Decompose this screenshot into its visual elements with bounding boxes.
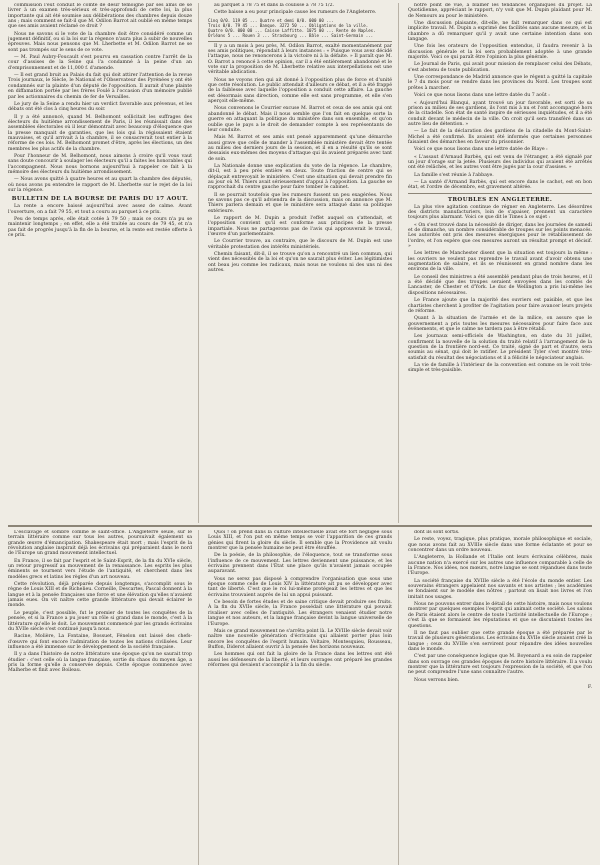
author-signature: F. (587, 684, 592, 690)
article-paragraph: Une correspondance de Madrid annonce que le régent a quitté la capitale le 7 du mois pour se rendre dans les provinces du Nord. Les troupes sont prêtes à marcher. (408, 75, 592, 91)
article-paragraph: Vous ne serez pas disposé à comprendre l'organisation que sous une époque comme celle de Louis XIV la littérature ait pu se développer avec tant de liberté. C'est que le roi lui-même protégeait les lettres et que les écrivains trouvaient auprès de lui un appui puissant. (208, 576, 392, 598)
article-paragraph: Il y a un mois à peu près, M. Odilon Barrot, exalté momentanément par ses amis politiques, répondait à leurs instances : « Puisque vous avez décidé l'attaque, nous ne renoncerons à la victoire ni à la défaite. » Il paraît que M. O. Barrot a renoncé à cette opinion, car il a été entièrement abandonné et le vote sur la proposition de M. Lherbette relative aux interpellations est une véritable abdication. (208, 43, 392, 76)
article-paragraph: Voici ce que nous lisons dans une lettre datée de Blaye : (414, 147, 548, 153)
article-paragraph: « On s'est trouvé dans la nécessité de diriger, dans les journées de samedi et de dimanche, un nombre considérable de troupes sur les points menacés. Les autorités ont pris des mesures énergiques pour le rétablissement de l'ordre, et l'on espère que ces mesures auront un résultat prompt et décisif. » (408, 222, 592, 250)
column-1 (8, 3, 199, 523)
article-paragraph: L'Angleterre, la Hollande et l'Italie ont leurs écrivains célèbres, mais aucune nation n'a exercé sur les autres une influence comparable à celle de la France. Nos idées, nos mœurs, notre langue se sont répandues dans toute l'Europe. (408, 555, 592, 577)
article-paragraph: Les lettres de Manchester disent que la situation est toujours la même : les ouvriers ne veulent pas reprendre le travail avant d'avoir obtenu une augmentation de salaire, et ils se réunissent en grand nombre dans les environs de la ville. (408, 251, 592, 273)
feuilleton-column-3 (408, 530, 592, 865)
article-paragraph: Le jury de la Seine a rendu hier un verdict favorable aux prévenus, et les débats ont été clos à cinq heures du soir. (8, 101, 192, 113)
article-paragraph: La vie de famille à l'intérieur de la convention est comme on le voit très-simple et très-paisible. (408, 362, 592, 374)
article-paragraph: Mais M. Barrot et ses amis ont pensé apparemment qu'une démarche aussi grave que celle de mander à l'assemblée ministère devait être tentée au milieu des derniers jours de la session, et il en a résulté qu'ils se sont dessaisis eux-mêmes des moyens d'attaque qui ils avaient préparés avec tant de soin. (208, 135, 392, 162)
article-paragraph: Pour l'honneur de M. Belhomont, nous aimons à croire qu'il vous vaut sans doute concourir à soulager les électeurs qu'il a faites les honorables qui l'accompagnent. Nous nous bornons aujourd'hui à rappeler ce fait à la mémoire des électeurs du huitième arrondissement. (8, 153, 192, 175)
article-paragraph: L'esclavage et sombre comme le saint-office. L'Angleterre seule, sur le terrain littéraire comme sur tous les autres, poursuivait également sa grande œuvre d'émancipation. Shakespeare était mort ; mais l'esprit de la révolution anglaise inspirait déjà les écrivains qui préparaient dans le nord de l'Europe un grand mouvement intellectuel. (8, 530, 192, 557)
article-paragraph: La plus vive agitation continue de régner en Angleterre. Les désordres des districts manufacturiers, loin de s'apaiser, prennent un caractère toujours plus alarmant. Voici ce que dit le Times à ce sujet : (408, 204, 592, 221)
section-heading: TROUBLES EN ANGLETERRE. (447, 196, 553, 203)
article-paragraph: Voici ce que nous lisons dans une lettre datée du 7 août : (414, 93, 550, 99)
article-paragraph: Le reste, voyez, tragique, plus pratique, morale philosophique et sociale, que nous avons fait au XVIIIe siècle dans une forme éclatante et pour se concentrer dans un ordre nouveau. (408, 537, 592, 554)
article-paragraph: Ce besoin de fortes études et de saine critique devait produire ses fruits. À la fin du XVIIe siècle, la France possédait une littérature qui pouvait rivaliser avec celles de l'antiquité. Les étrangers venaient étudier notre langue et nos auteurs, et la langue française devint la langue universelle de l'Europe. (208, 600, 392, 627)
article-paragraph: Le rapport de M. Dupin a produit l'effet auquel on s'attendait, et l'opposition convient qu'il est conforme aux principes de la presse impartiale. Nous ne partagerons pas de l'avis qui approuverait le travail, l'œuvre d'un parlementaire. (208, 216, 392, 238)
article-paragraph: Il se pourrait toutefois que les rumeurs fussent un peu exagérées. Nous ne savons pas ce qu'il adviendra de la discussion, mais on annonce que M. Thiers parlera demain et que le ministère sera attaqué dans sa politique extérieure. (208, 192, 392, 214)
stock-quotes (208, 18, 392, 38)
article-paragraph: — M. Paul Aubry-Foucault s'est pourvu en cassation contre l'arrêt de la cour d'assises de la Seine qui l'a condamné à la peine d'un an d'emprisonnement et de 11,000 f. d'amende. (8, 55, 192, 71)
column-2 (208, 3, 399, 523)
article-paragraph: Nous convenons le Courrier excuse M. Barrot et ceux de ses amis qui ont abandonné le débat. Mais il nous semble que l'on fait en quelque sorte la guerre en attaquant la politique du ministère dans son ensemble, et qu'on oublie que le pays a le droit de demander compte à ses représentants de leur conduite. (208, 106, 392, 133)
article-paragraph: Quant à la situation de l'armée et de la milice, on assure que le gouvernement a pris toutes les mesures nécessaires pour faire face aux événements, et que le calme ne tardera pas à être rétabli. (408, 316, 592, 332)
article-paragraph: — Le fait de la déclaration des gardiens de la citadelle du Mont-Saint-Michel a été confirmé. Ils avaient été informés que certaines personnes faisaient des démarches en faveur du prisonnier. (408, 129, 592, 145)
article-paragraph: Une fois les orateurs de l'opposition entendus, il faudra revenir à la discussion générale et la loi sera probablement adoptée à une grande majorité. Voici ce qui paraît être l'opinion la plus générale. (408, 44, 592, 61)
column-3 (408, 3, 592, 523)
article-paragraph: La Nationale donne une explication du vote de la régence. Le chambre, dit-il, est à peu près entière en deux. Toute fraction de centre qui se déplaçait entrevoyait le ministère. C'est une situation qui devait prendre fin au jour où M. Thiers avait sérieusement d'appui à l'opposition. La gauche se rapprochait du centre gauche pour faire tomber le cabinet. (208, 163, 392, 191)
article-paragraph: Nous ne voyons rien qui ait donné à l'opposition plus de force et d'unité que cette résolution. Le public attendait d'ailleurs ce débat, et il a été frappé de la faiblesse avec laquelle l'opposition a conduit cette affaire. La gauche est désormais sans direction, comme elle est sans programme, et elle s'en aperçoit elle-même. (208, 77, 392, 105)
quote-line: Trois 0/0. 79 45 ... Banque. 3272 50 ... Obligations de la ville. (208, 22, 369, 28)
article-paragraph: Les journaux semi-officiels de Washington, en date du 31 juillet, confirment la nouvelle de la solution du traité relatif à l'arrangement de la question de la frontière nord-est. Ce traité, signé de part et d'autre, sera soumis au sénat, qui doit le ratifier. Le président Tyler s'est montré très-satisfait du résultat des négociations et il a félicité le négociateur anglais. (408, 334, 592, 361)
bourse-heading: BULLETIN DE LA BOURSE DE PARIS DU 17 AOUT. (11, 196, 189, 203)
article-paragraph: La famille s'est réunie à l'abbaye. (414, 172, 494, 178)
article-paragraph: Le Courrier trouve, au contraire, que le discours de M. Dupin est une véritable protestation des intérêts ministériels. (208, 239, 392, 250)
article-paragraph: Chemin faisant, dit-il, il se trouve qu'on a rencontré un lien commun, qui vient des nécessités de la loi et qu'on ne saurait plus éviter. Les légitimistes ont beau jeu comme les radicaux, mais nous ne voulons ni des uns ni des autres. (208, 252, 392, 274)
article-paragraph: « Aujourd'hui Blanqui, ayant trouvé un jour favorable, est sorti de sa prison au milieu de ses gardiens, ils l'ont mis à nu et l'ont accompagné hors de la citadelle. Son état de santé inspire de sérieuses inquiétudes, et il a été conduit devant le médecin de la ville. On croit qu'il sera transféré dans un autre lieu de détention. » (408, 100, 592, 127)
article-paragraph: Cette baisse a eu pour principale cause les rumeurs de l'Angleterre. (214, 10, 377, 16)
article-paragraph: De la poésie, de la philosophie, de l'éloquence, tout se transforme sous l'influence de ce mouvement. Les lettres deviennent une puissance, et les écrivains prennent dans l'État une place qu'ils n'avaient jamais occupée auparavant. (208, 553, 392, 575)
feuilleton-divider (8, 525, 592, 528)
article-paragraph: Le peuple, c'est possible, fut le premier de toutes les conquêtes de la pensée, et si la France a pu jouer un rôle si grand dans le monde, c'est à la littérature qu'elle le doit. Le mouvement commencé par les grands écrivains du XVIIe siècle s'est continué jusqu'à nous. (8, 610, 192, 632)
article-paragraph: — La santé d'Armand Barbès, qui est encore dans le cachot, est en bon état, et l'ordre de décembre, est gravement altérée. (408, 179, 592, 191)
article-paragraph: La société française du XVIIIe siècle a été l'école du monde entier. Les souverains étrangers appelaient nos savants et nos artistes ; les académies se fondaient sur le modèle des nôtres ; partout on lisait nos livres et l'on imitait nos usages. (408, 578, 592, 600)
article-paragraph: Une discussion plaisante, dit-elle, ne fait remarquer dans ce qui est implicite travail. M. Dupin a exprimé des facilités sans aucune mesure, et la chambre a dû remarquer qu'il y avait une certaine intention dans son langage. (408, 21, 592, 43)
article-paragraph: Les hommes qui ont fait la gloire de la France dans les lettres ont été aussi les défenseurs de la liberté, et leurs ouvrages ont préparé les grandes réformes qui devaient s'accomplir à la fin du siècle. (208, 652, 392, 668)
divider (208, 41, 392, 42)
divider (408, 193, 592, 194)
article-paragraph: C'est par une conséquence logique que M. Boyenard a eu soin de rappeler dans son ouvrage ces grandes époques de notre histoire littéraire. Il a voulu montrer que la littérature est toujours l'expression de la société, et que l'on ne peut comprendre l'une sans connaître l'autre. (408, 654, 592, 676)
article-paragraph: Racine, Molière, La Fontaine, Bossuet, Fénelon ont laissé des chefs-d'œuvre qui font encore l'admiration de toutes les nations civilisées. Leur influence a été immense sur le développement de la société française. (8, 634, 192, 650)
quote-line: Orléans 5 ... Rouen 3 ... Strasbourg ... Bâle ... Saint-Germain ... (208, 32, 374, 38)
article-paragraph: Mais ce grand mouvement ne s'arrêta point là. Le XVIIIe siècle devait voir naître une nouvelle génération d'écrivains qui allaient porter plus loin encore les conquêtes de l'esprit humain. Voltaire, Montesquieu, Rousseau, Buffon, Diderot allaient ouvrir à la pensée des horizons nouveaux. (208, 628, 392, 650)
article-paragraph: Il ne faut pas oublier que cette grande époque a été préparée par le travail de plusieurs générations. Les écrivains du XVIIe siècle avaient créé la langue ; ceux du XVIIIe s'en servirent pour répandre des idées nouvelles dans le monde. (408, 630, 592, 652)
feuilleton-column-2 (208, 530, 399, 865)
feuilleton-columns (8, 530, 592, 865)
article-paragraph: Nous ne pouvons entrer dans le détail de cette histoire, mais nous voulons montrer par quelques exemples l'esprit qui animait cette société. Les salons de Paris étaient alors le centre de toute l'activité intellectuelle de l'Europe ; c'est là que se formaient les réputations et que se discutaient toutes les questions. (408, 602, 592, 629)
quote-line: Quatre 0/0. 000 00 ... Caisse Laffitte. 1075 00 ... Rente de Naples. (208, 27, 376, 33)
article-paragraph: Il y a dans l'histoire de notre littérature une époque qu'on ne saurait trop étudier : c'est celle où la langue française, sortie du chaos du moyen âge, a pris la forme qu'elle a conservée depuis. Cette époque commence avec Malherbe et finit avec Boileau. (8, 652, 192, 674)
bourse-paragraph: Peu de temps après, elle était cotée à 79 50 ; mais ce cours n'a pu se maintenir longtemps ; en effet, elle a été traitée au cours de 79 45, et n'a pas fait de progrès jusqu'à la fin de la bourse, et la rente est restée offerte à ce prix. (8, 217, 192, 239)
article-paragraph: — Nous avons quitté à quatre heures et au quart la chambre des députés, où nous avons pu entendre le rapport de M. Lherbette sur le rejet de la loi sur la régence. (8, 177, 192, 193)
article-paragraph: Il y a été annoncé, quand M. Belhomont sollicitait les suffrages des électeurs du huitième arrondissement de Paris, il les réunissait dans des assemblées électorales où il leur démontrait avec beaucoup d'éloquence que la presse manquait de garanties, que les lois qui la régissaient étaient mauvaises, et qu'il arrivait à la chambre, il se consacrerait tout entier à la réforme de ces lois. M. Belhomont promet d'être, après les élections, un des membres les plus actifs de la chambre. (8, 114, 192, 152)
article-paragraph: Le conseil des ministres a été assemblé pendant plus de trois heures, et il a été décidé que des troupes seraient envoyées dans les comtés de Lancaster, de Chester et d'York. Le duc de Wellington a pris lui-même les dispositions nécessaires. (408, 274, 592, 296)
article-paragraph: Nous verrons bien. (414, 677, 460, 683)
article-paragraph: « L'assaut d'Arnaud Barbès, qui est venu de l'étranger, a été signalé par un jour d'orage sur la jetée. Plusieurs des individus qui avaient été arrêtés ont été relâchés, et les autres vont être jugés par la cour d'assises. » (408, 154, 592, 171)
article-paragraph: En France, il se fait par l'esprit et le Saint-Esprit, de la fin du XVIe siècle, un retour progressif au mouvement de la renaissance. Les esprits les plus éminents se tournent vers l'étude de l'antiquité, et cherchent dans les modèles grecs et latins les règles d'un art nouveau. (8, 558, 192, 580)
quote-line: Cinq 0/0. 119 05 ... Quatre et demi 0/0. 000 00 ... (208, 17, 334, 23)
upper-columns (8, 3, 592, 523)
feuilleton-column-1 (8, 530, 199, 865)
article-paragraph: Le Journal de Paris, qui avait pour mission de remplacer celui des Débats, s'est abstenu de toute publication. (408, 62, 592, 73)
article-paragraph: commission l'eut conduit le comte de desir temoigne par ses amis de se livrer à un examen très-sérieux et très-approfondi de cette loi, la plus importante qui ait été soumise aux délibérations des chambres depuis douze ans ; mais comment se fait-il que M. Odilon Barrot ait oublié en même temps que ses amis avaient réclamé ce droit ? (8, 3, 192, 30)
article-paragraph: Le France ajoute que la majorité des ouvriers est paisible, et que les chartistes cherchent à profiter de l'agitation pour faire avancer leurs projets de réforme. (408, 298, 592, 314)
bourse-paragraph: La rente a encore baissé aujourd'hui avec assez de calme. Avant l'ouverture, on a fait 79 55, et tout a couru au parquet à ce prix. (8, 204, 192, 215)
article-paragraph: dont ils sont sortis. (414, 530, 460, 535)
article-paragraph: Cette révolution, déjà préparée depuis longtemps, s'accomplit sous le règne de Louis XIII et de Richelieu. Corneille, Descartes, Pascal donnent à la langue et à la pensée françaises une force et une élévation qu'elles n'avaient jamais eues. On vit naître cette grande littérature qui devait éclairer le monde. (8, 582, 192, 609)
article-paragraph: — Il est grand bruit au Palais du fait qui doit attirer l'attention de la revue Trois journaux, le Siècle, le National et l'Observateur des Pyrénées y ont été condamnés sur la plainte d'un député de l'opposition. Il aurait d'une plainte en diffamation portée par les frères Foulé à l'occasion d'un mémoire publié par les actionnaires du chemin de fer de Versailles. (8, 73, 192, 100)
article-paragraph: au parquet à 78 75 et dans la coulisse à 78 75 1/2. (214, 3, 335, 8)
article-paragraph: Quoi ! on prend dans la culture intellectuelle avait été fort négligée sous Louis XIII, et l'on put en même temps se voir l'apparition de ces grands génies qui firent la gloire du siècle. Il semble que la Providence ait voulu montrer que la pensée humaine ne peut être étouffée. (208, 530, 392, 552)
article-paragraph: notre point de vue, à blâmer les tendances organiques du projet. La Quotidienne, appréciant le rapport, n'y voit que M. Dupin plaidant pour M. de Nemours au pour le ministère. (408, 3, 592, 19)
article-paragraph: Nous ne savons si le vote de la chambre doit être considéré comme un jugement définitif, ou si la loi sur la régence n'aura plus à subir de nouvelles épreuves. Mais nous pensons que M. Lherbette et M. Odilon Barrot ne se sont pas trompés sur le sens de ce vote. (8, 31, 192, 53)
